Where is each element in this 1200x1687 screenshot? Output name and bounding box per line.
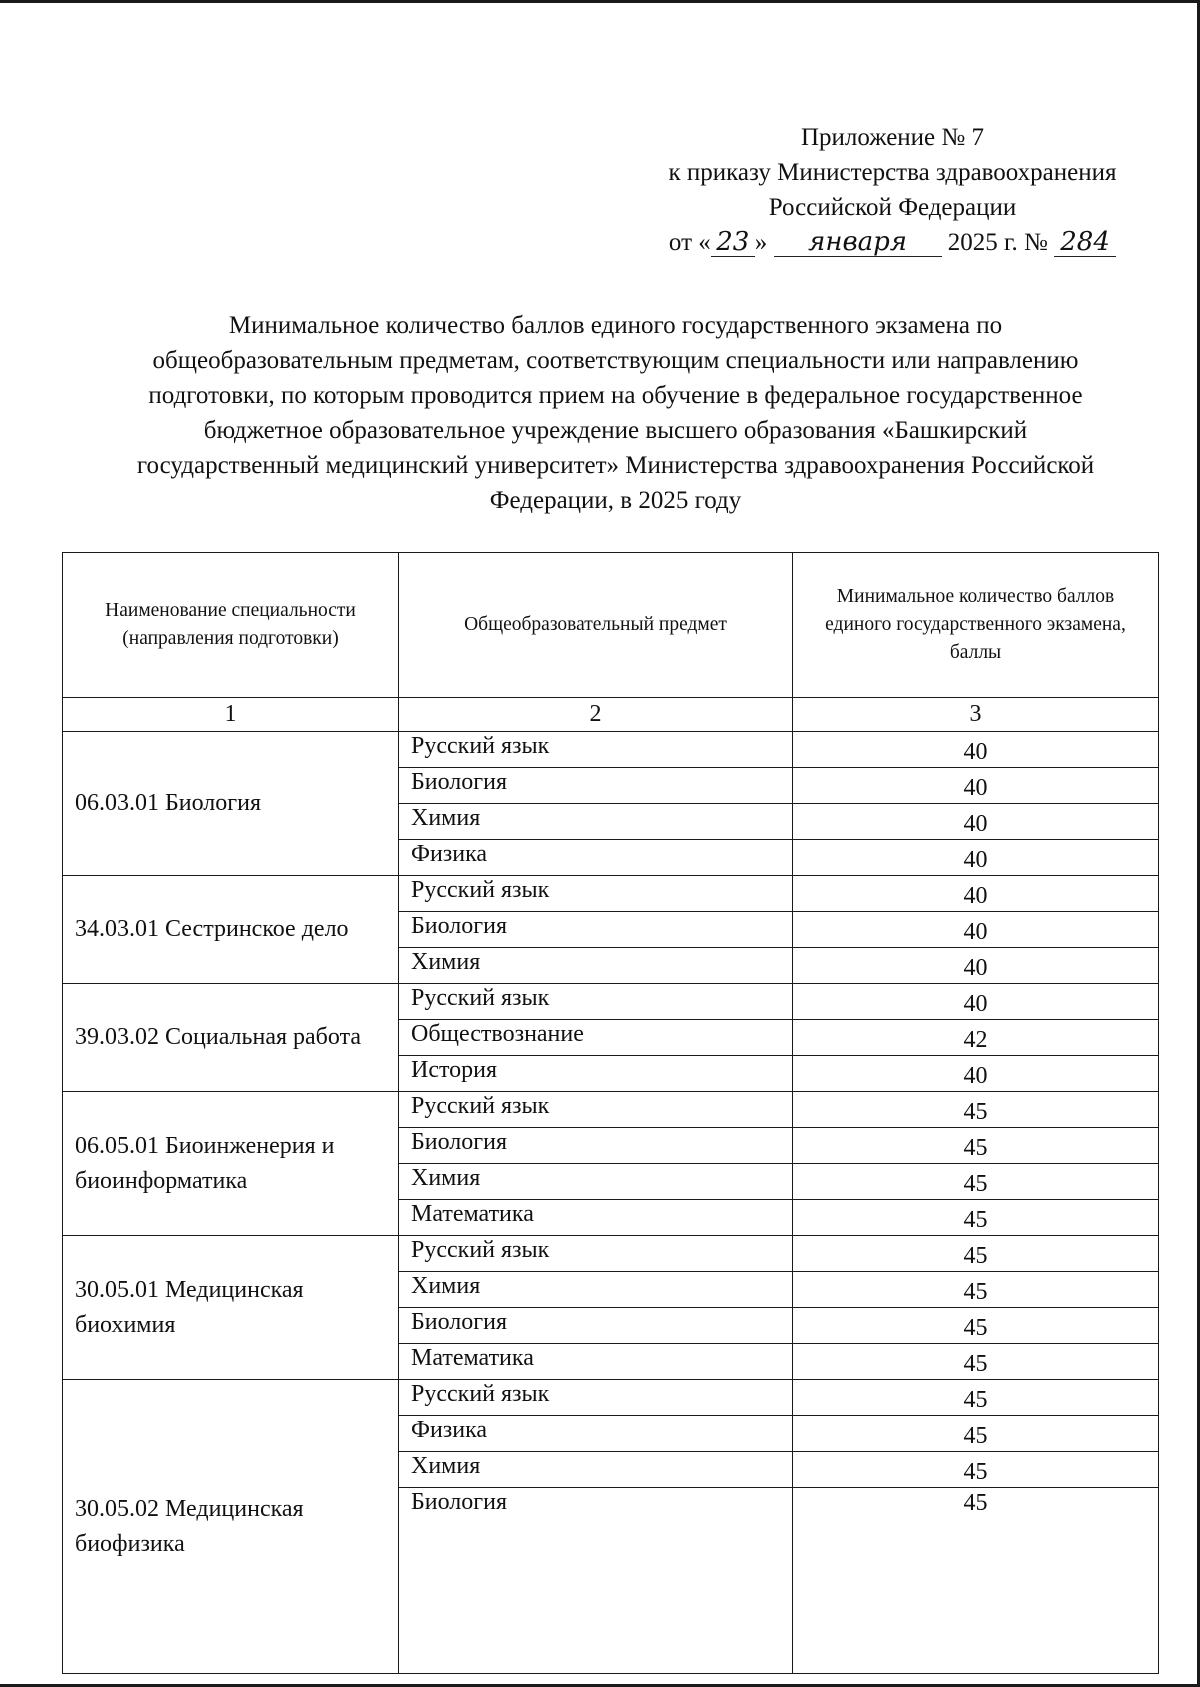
- heading-line: бюджетное образовательное учреждение высшего образования «Башкирский: [203, 417, 1028, 444]
- handwritten-month: января: [774, 228, 942, 257]
- date-year: 2025 г. №: [947, 229, 1048, 256]
- heading-line: государственный медицинский университет» Министерства здравоохранения Российской: [136, 452, 1095, 479]
- subject-cell: Русский язык: [399, 1092, 793, 1128]
- document-heading: [68, 308, 1163, 518]
- specialty-cell: 06.05.01 Биоинженерия и биоинформатика: [63, 1092, 399, 1236]
- score-cell: 40: [793, 804, 1159, 840]
- subject-cell: Химия: [399, 1164, 793, 1200]
- subject-cell: История: [399, 1056, 793, 1092]
- score-cell: 45: [793, 1200, 1159, 1236]
- scan-border-top: [0, 0, 1200, 3]
- subject-cell: Химия: [399, 1272, 793, 1308]
- heading-line: Федерации, в 2025 году: [489, 487, 742, 514]
- scores-table: [62, 552, 1159, 1674]
- score-cell: 45: [793, 1344, 1159, 1380]
- table-row: [63, 1380, 1159, 1416]
- subject-cell: Математика: [399, 1344, 793, 1380]
- subject-cell: Химия: [399, 1452, 793, 1488]
- score-cell: 45: [793, 1092, 1159, 1128]
- appendix-date-line: [620, 225, 1165, 260]
- handwritten-order-number: 284: [1054, 228, 1116, 257]
- table-row: [63, 876, 1159, 912]
- subject-cell: Химия: [399, 804, 793, 840]
- score-cell: 45: [793, 1128, 1159, 1164]
- header-specialty: Наименование специальности (направления подготовки): [63, 553, 399, 698]
- appendix-title: Приложение № 7: [800, 124, 985, 151]
- score-cell: 45: [793, 1164, 1159, 1200]
- subject-cell: Биология: [399, 1128, 793, 1164]
- specialty-cell: 30.05.01 Медицинская биохимия: [63, 1236, 399, 1380]
- heading-line: подготовки, по которым проводится прием на обучение в федеральное государственное: [148, 382, 1083, 409]
- subject-cell: Биология: [399, 1488, 793, 1674]
- subject-cell: Русский язык: [399, 1236, 793, 1272]
- date-mid: »: [754, 229, 768, 256]
- score-cell: 40: [793, 876, 1159, 912]
- score-cell: 45: [793, 1308, 1159, 1344]
- subject-cell: Биология: [399, 912, 793, 948]
- table-header-row: [63, 553, 1159, 698]
- subject-cell: Обществознание: [399, 1020, 793, 1056]
- subject-cell: Математика: [399, 1200, 793, 1236]
- subject-cell: Физика: [399, 1416, 793, 1452]
- header-subject: Общеобразовательный предмет: [399, 553, 793, 698]
- score-cell: 40: [793, 984, 1159, 1020]
- score-cell: 40: [793, 912, 1159, 948]
- score-cell: 42: [793, 1020, 1159, 1056]
- column-number: 3: [793, 698, 1159, 732]
- specialty-cell: 39.03.02 Социальная работа: [63, 984, 399, 1092]
- specialty-cell: 30.05.02 Медицинская биофизика: [63, 1380, 399, 1674]
- table-row: [63, 984, 1159, 1020]
- appendix-block: [620, 120, 1165, 260]
- subject-cell: Физика: [399, 840, 793, 876]
- score-cell: 45: [793, 1272, 1159, 1308]
- date-prefix: от «: [668, 229, 711, 256]
- score-cell: 45: [793, 1488, 1159, 1674]
- table-row: [63, 1236, 1159, 1272]
- subject-cell: Химия: [399, 948, 793, 984]
- score-cell: 45: [793, 1236, 1159, 1272]
- score-cell: 45: [793, 1416, 1159, 1452]
- specialty-cell: 34.03.01 Сестринское дело: [63, 876, 399, 984]
- table-row: [63, 1092, 1159, 1128]
- score-cell: 45: [793, 1452, 1159, 1488]
- subject-cell: Биология: [399, 768, 793, 804]
- column-number: 1: [63, 698, 399, 732]
- score-cell: 40: [793, 732, 1159, 768]
- subject-cell: Биология: [399, 1308, 793, 1344]
- column-number: 2: [399, 698, 793, 732]
- subject-cell: Русский язык: [399, 1380, 793, 1416]
- appendix-order-line: к приказу Министерства здравоохранения: [668, 159, 1117, 186]
- score-cell: 40: [793, 768, 1159, 804]
- appendix-federation-line: Российской Федерации: [768, 194, 1017, 221]
- handwritten-day: 23: [711, 228, 755, 257]
- subject-cell: Русский язык: [399, 732, 793, 768]
- score-cell: 40: [793, 948, 1159, 984]
- heading-line: Минимальное количество баллов единого государственного экзамена по: [228, 312, 1003, 339]
- score-cell: 45: [793, 1380, 1159, 1416]
- specialty-cell: 06.03.01 Биология: [63, 732, 399, 876]
- score-cell: 40: [793, 1056, 1159, 1092]
- header-min-score: Минимальное количество баллов единого государственного экзамена, баллы: [793, 553, 1159, 698]
- table-row: [63, 732, 1159, 768]
- column-number-row: [63, 698, 1159, 732]
- score-cell: 40: [793, 840, 1159, 876]
- heading-line: общеобразовательным предметам, соответствующим специальности или направлению: [152, 347, 1079, 374]
- subject-cell: Русский язык: [399, 876, 793, 912]
- subject-cell: Русский язык: [399, 984, 793, 1020]
